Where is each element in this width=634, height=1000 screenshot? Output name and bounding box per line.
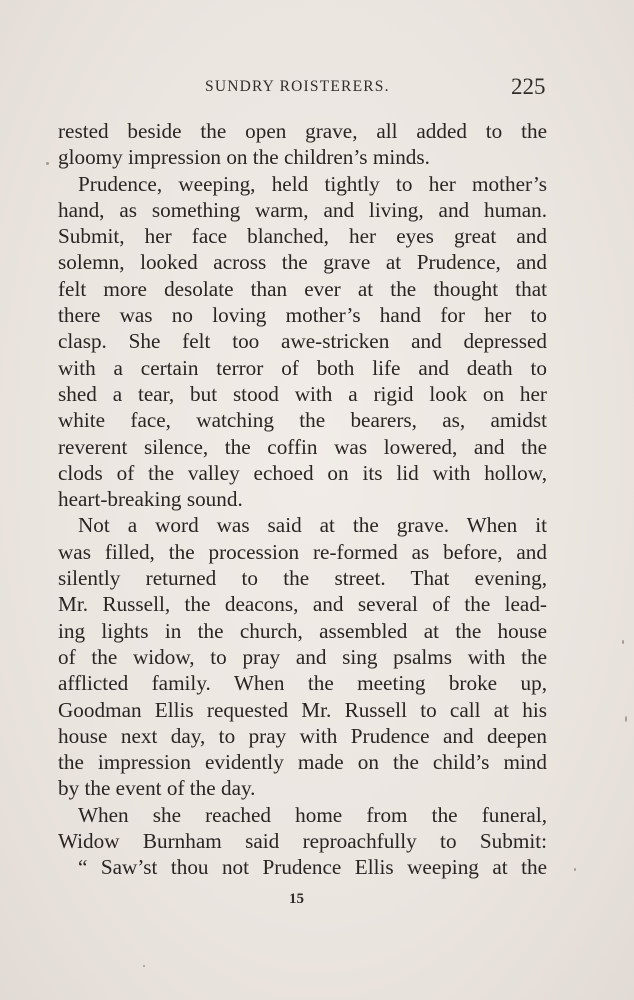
paper-speck	[625, 716, 627, 722]
text-line: Widow Burnham said reproachfully to Submit:	[58, 829, 547, 854]
text-line: ing lights in the church, assembled at the house	[58, 618, 547, 643]
text-line: shed a tear, but stood with a rigid look on her	[58, 381, 547, 406]
text-line: heart-breaking sound.	[58, 487, 243, 512]
page-number: 225	[511, 74, 546, 99]
text-line: afflicted family. When the meeting broke up,	[58, 671, 547, 696]
text-line: reverent silence, the coffin was lowered, and the	[58, 434, 547, 459]
text-line: by the event of the day.	[58, 776, 256, 801]
text-line: Mr. Russell, the deacons, and several of the lead-	[58, 592, 547, 617]
paper-speck	[143, 965, 145, 967]
text-line: clasp. She felt too awe-stricken and depressed	[58, 329, 547, 354]
text-line: felt more desolate than ever at the thought that	[58, 276, 547, 301]
text-line: hand, as something warm, and living, and human.	[58, 197, 547, 222]
text-line: rested beside the open grave, all added to the	[58, 119, 547, 143]
text-line: house next day, to pray with Prudence and deepen	[58, 723, 547, 748]
text-line: of the widow, to pray and sing psalms with the	[58, 644, 547, 669]
text-line: was filled, the procession re-formed as before, and	[58, 539, 547, 564]
running-head: SUNDRY ROISTERERS.	[205, 78, 390, 95]
text-line: Goodman Ellis requested Mr. Russell to call at his	[58, 697, 547, 722]
paper-speck	[46, 162, 49, 165]
text-line: When she reached home from the funeral,	[78, 802, 547, 827]
body-text	[58, 118, 547, 881]
text-line: there was no loving mother’s hand for her to	[58, 303, 547, 328]
text-line: with a certain terror of both life and death to	[58, 355, 547, 380]
text-line: gloomy impression on the children’s minds.	[58, 145, 430, 170]
text-line: Prudence, weeping, held tightly to her mother’s	[78, 171, 547, 196]
text-line: clods of the valley echoed on its lid with hollow,	[58, 460, 547, 485]
text-line: Not a word was said at the grave. When it	[78, 513, 547, 538]
signature-mark: 15	[289, 891, 304, 907]
text-line: white face, watching the bearers, as, amidst	[58, 408, 547, 433]
paper-speck	[574, 868, 576, 871]
text-line: “ Saw’st thou not Prudence Ellis weeping at the	[78, 855, 547, 880]
text-line: the impression evidently made on the child’s mind	[58, 750, 547, 775]
text-line: silently returned to the street. That evening,	[58, 566, 547, 591]
text-line: Submit, her face blanched, her eyes great and	[58, 224, 547, 249]
paper-speck	[622, 640, 624, 644]
text-line: solemn, looked across the grave at Prudence, and	[58, 250, 547, 275]
